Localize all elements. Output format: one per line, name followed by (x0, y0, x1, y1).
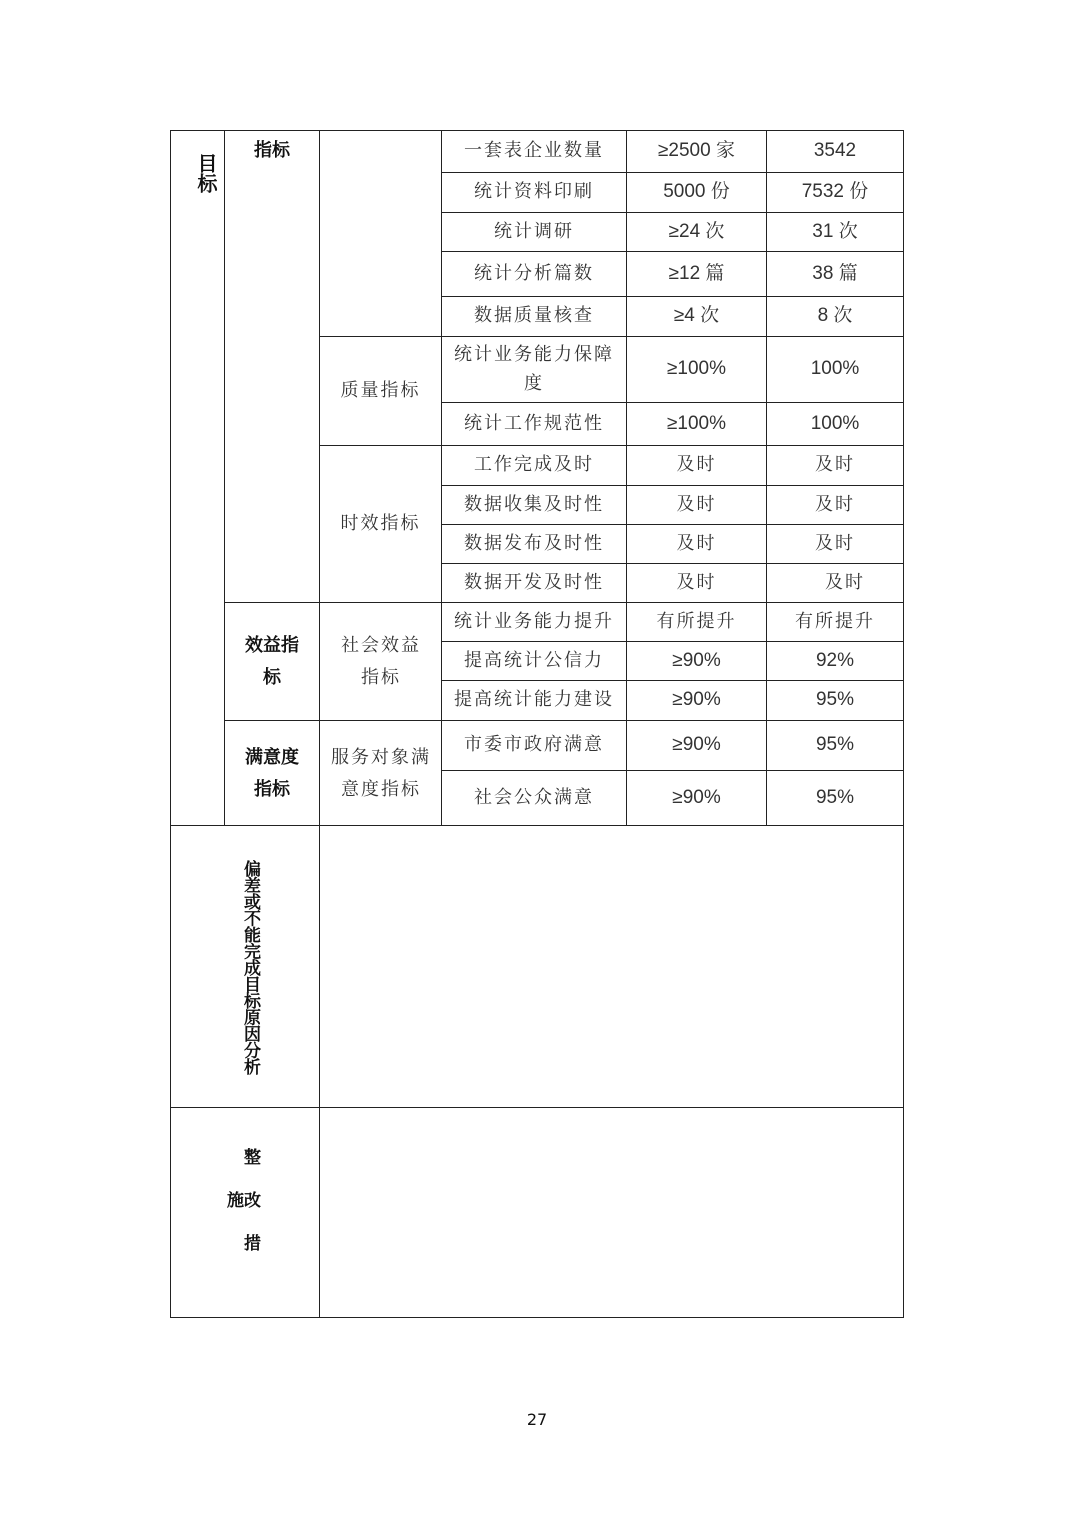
item-cell: 一套表企业数量 (464, 140, 604, 162)
item-cell: 统计业务能力保障度 (454, 343, 614, 394)
target-cell: ≥90% (672, 649, 721, 671)
target-cell: 及时 (676, 493, 717, 515)
rectification-label: 整改措施 (223, 1147, 260, 1277)
item-cell: 数据发布及时性 (464, 532, 604, 554)
item-cell: 社会公众满意 (474, 786, 594, 808)
item-cell: 数据质量核查 (474, 305, 594, 327)
category-satisfaction: 满意度指标 (245, 746, 299, 800)
actual-cell: 有所提升 (795, 610, 875, 632)
item-cell: 提高统计能力建设 (454, 689, 614, 711)
actual-cell: 8 次 (817, 305, 853, 327)
target-cell: ≥24 次 (668, 220, 725, 242)
item-cell: 市委市政府满意 (464, 734, 604, 756)
actual-cell: 38 篇 (812, 262, 858, 284)
item-cell: 统计工作规范性 (464, 412, 604, 434)
target-cell: 及时 (676, 454, 717, 476)
target-cell: ≥90% (672, 786, 721, 808)
target-cell: ≥90% (672, 689, 721, 711)
actual-cell: 92% (815, 649, 855, 671)
actual-cell: 100% (810, 358, 860, 380)
deviation-analysis-content (320, 826, 903, 1107)
item-cell: 统计分析篇数 (474, 262, 594, 284)
actual-cell: 及时 (825, 571, 865, 593)
page-number: 27 (526, 1410, 548, 1429)
actual-cell: 及时 (815, 454, 855, 476)
actual-cell: 及时 (815, 493, 855, 515)
subcategory-timeliness: 时效指标 (340, 512, 421, 534)
actual-cell: 95% (815, 786, 855, 808)
target-cell: ≥4 次 (673, 305, 720, 327)
actual-cell: 7532 份 (801, 181, 869, 203)
target-cell: 5000 份 (663, 181, 730, 203)
subcategory-social-benefit: 社会效益指标 (341, 634, 421, 688)
target-cell: ≥100% (666, 412, 727, 434)
target-cell: ≥2500 家 (658, 140, 735, 162)
target-header: 目标 (194, 153, 218, 193)
item-cell: 数据收集及时性 (464, 493, 604, 515)
item-cell: 统计资料印刷 (474, 181, 594, 203)
deviation-analysis-label: 偏差或不能完成目标原因分析 (240, 859, 260, 1075)
target-cell: 及时 (676, 571, 717, 593)
target-cell: ≥12 篇 (668, 262, 725, 284)
rectification-content (320, 1108, 903, 1317)
actual-cell: 95% (815, 689, 855, 711)
subcategory-service-satisfaction: 服务对象满意度指标 (331, 746, 431, 800)
item-cell: 统计业务能力提升 (454, 610, 614, 632)
item-cell: 统计调研 (494, 220, 574, 242)
category-benefit: 效益指标 (245, 634, 299, 688)
subcategory-quality: 质量指标 (340, 379, 421, 401)
actual-cell: 3542 (813, 140, 857, 162)
actual-cell: 31 次 (812, 220, 858, 242)
actual-cell: 及时 (815, 532, 855, 554)
target-cell: 有所提升 (656, 610, 737, 632)
actual-cell: 95% (815, 734, 855, 756)
item-cell: 提高统计公信力 (464, 649, 604, 671)
item-cell: 工作完成及时 (474, 454, 594, 476)
target-cell: ≥90% (672, 734, 721, 756)
category-indicator: 指标 (254, 139, 290, 161)
target-cell: ≥100% (666, 358, 727, 380)
actual-cell: 100% (810, 412, 860, 434)
item-cell: 数据开发及时性 (464, 571, 604, 593)
target-cell: 及时 (676, 532, 717, 554)
